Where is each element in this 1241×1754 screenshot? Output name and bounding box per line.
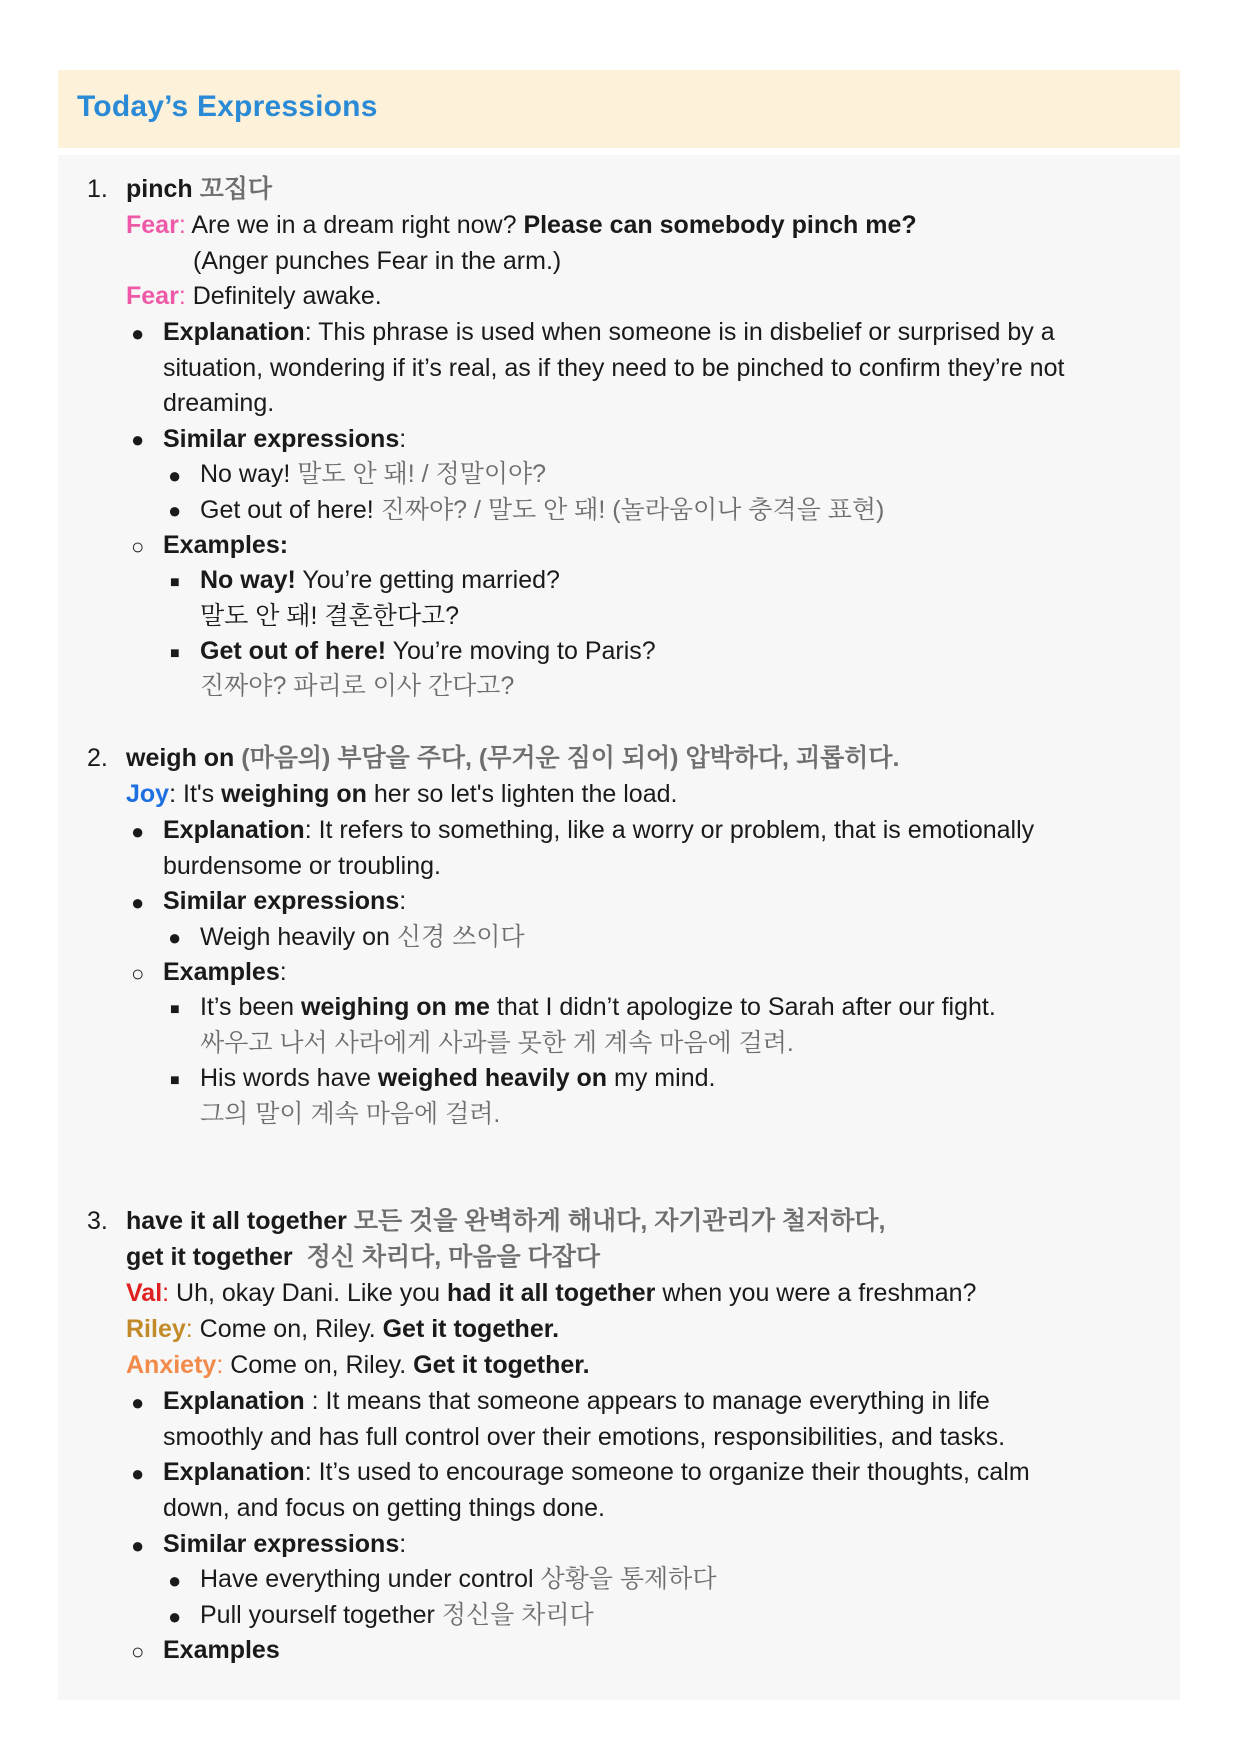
term-korean: 정신 차리다, 마음을 다잡다: [306, 1243, 601, 1271]
similar-heading: Similar expressions:: [163, 887, 407, 915]
item-number: 2.: [87, 744, 108, 772]
dialogue-line: Fear: Are we in a dream right now? Please can somebody pinch me?: [126, 211, 917, 239]
page-title: Today’s Expressions: [77, 90, 378, 123]
circle-bullet-icon: ○: [131, 534, 145, 559]
stage-direction: (Anger punches Fear in the arm.): [193, 247, 562, 275]
speaker-name: Val: [126, 1279, 163, 1307]
dialogue-line: Val: Uh, okay Dani. Like you had it all together when you were a freshman?: [126, 1279, 977, 1307]
bullet-icon: ●: [168, 1604, 182, 1629]
example-sentence: His words have weighed heavily on my mind.: [200, 1064, 716, 1092]
bullet-icon: ●: [131, 890, 145, 915]
term: weigh on: [126, 744, 235, 772]
term: have it all together: [126, 1207, 347, 1235]
term: get it together: [126, 1243, 293, 1271]
example-translation: 그의 말이 계속 마음에 걸려.: [200, 1100, 501, 1128]
similar-item: No way! 말도 안 돼! / 정말이야?: [200, 460, 547, 488]
example-translation: 말도 안 돼! 결혼한다고?: [200, 602, 460, 630]
speaker-name: Joy: [126, 780, 170, 808]
speaker-name: Riley: [126, 1315, 186, 1343]
example-sentence: It’s been weighing on me that I didn’t apologize to Sarah after our fight.: [200, 993, 996, 1021]
square-bullet-icon: ■: [170, 1072, 180, 1089]
explanation: Explanation: This phrase is used when someone is in disbelief or surprised by a: [163, 318, 1055, 346]
circle-bullet-icon: ○: [131, 1639, 145, 1664]
speaker-name: Anxiety: [126, 1351, 217, 1379]
dialogue-line: Riley: Come on, Riley. Get it together.: [126, 1315, 560, 1343]
term-korean: 모든 것을 완벽하게 해내다, 자기관리가 철저하다,: [353, 1207, 886, 1235]
similar-item: Get out of here! 진짜야? / 말도 안 돼! (놀라움이나 충격을 표현): [200, 496, 885, 524]
explanation: Explanation : It means that someone appears to manage everything in life: [163, 1387, 990, 1415]
explanation: Explanation: It’s used to encourage someone to organize their thoughts, calm: [163, 1458, 1030, 1486]
explanation-line: dreaming.: [163, 389, 275, 417]
term-korean: (마음의) 부담을 주다, (무거운 짐이 되어) 압박하다, 괴롭히다.: [241, 744, 900, 772]
example-sentence: No way! You’re getting married?: [200, 566, 560, 594]
bullet-icon: ●: [168, 925, 182, 950]
explanation-line: smoothly and has full control over their emotions, responsibilities, and tasks.: [163, 1423, 1006, 1451]
similar-item: Weigh heavily on 신경 쓰이다: [200, 923, 525, 951]
bullet-icon: ●: [168, 1568, 182, 1593]
dialogue-line: Fear: Definitely awake.: [126, 282, 382, 310]
bullet-icon: ●: [131, 1390, 145, 1415]
explanation-line: situation, wondering if it’s real, as if they need to be pinched to confirm they’re not: [163, 354, 1065, 382]
example-sentence: Get out of here! You’re moving to Paris?: [200, 637, 656, 665]
square-bullet-icon: ■: [170, 645, 180, 662]
bullet-icon: ●: [131, 427, 145, 452]
square-bullet-icon: ■: [170, 574, 180, 591]
bullet-icon: ●: [168, 463, 182, 488]
bullet-icon: ●: [131, 819, 145, 844]
item-number: 3.: [87, 1207, 108, 1235]
item-heading: [126, 1241, 600, 1273]
speaker-name: Fear: [126, 211, 179, 239]
example-translation: 진짜야? 파리로 이사 간다고?: [200, 672, 515, 700]
explanation-line: down, and focus on getting things done.: [163, 1494, 605, 1522]
similar-item: Pull yourself together 정신을 차리다: [200, 1601, 594, 1629]
explanation-line: burdensome or troubling.: [163, 852, 441, 880]
examples-heading: Examples: [163, 1636, 280, 1664]
explanation: Explanation: It refers to something, like a worry or problem, that is emotionally: [163, 816, 1035, 844]
bullet-icon: ●: [131, 1461, 145, 1486]
circle-bullet-icon: ○: [131, 961, 145, 986]
square-bullet-icon: ■: [170, 1001, 180, 1018]
similar-heading: Similar expressions:: [163, 425, 407, 453]
examples-heading: Examples:: [163, 958, 287, 986]
similar-heading: Similar expressions:: [163, 1530, 407, 1558]
dialogue-line: Anxiety: Come on, Riley. Get it together.: [126, 1351, 590, 1379]
item-heading: [126, 1205, 885, 1237]
term: pinch: [126, 175, 193, 203]
item-heading: [126, 742, 900, 774]
dialogue-line: Joy: It's weighing on her so let's lighten the load.: [126, 780, 678, 808]
bullet-icon: ●: [131, 321, 145, 346]
bullet-icon: ●: [131, 1533, 145, 1558]
item-heading: [126, 173, 272, 205]
similar-item: Have everything under control 상황을 통제하다: [200, 1565, 717, 1593]
item-number: 1.: [87, 175, 108, 203]
speaker-name: Fear: [126, 282, 179, 310]
example-translation: 싸우고 나서 사라에게 사과를 못한 게 계속 마음에 걸려.: [200, 1029, 794, 1057]
term-korean: 꼬집다: [199, 175, 273, 203]
examples-heading: Examples:: [163, 531, 289, 559]
header-banner: [58, 70, 1180, 148]
bullet-icon: ●: [168, 498, 182, 523]
